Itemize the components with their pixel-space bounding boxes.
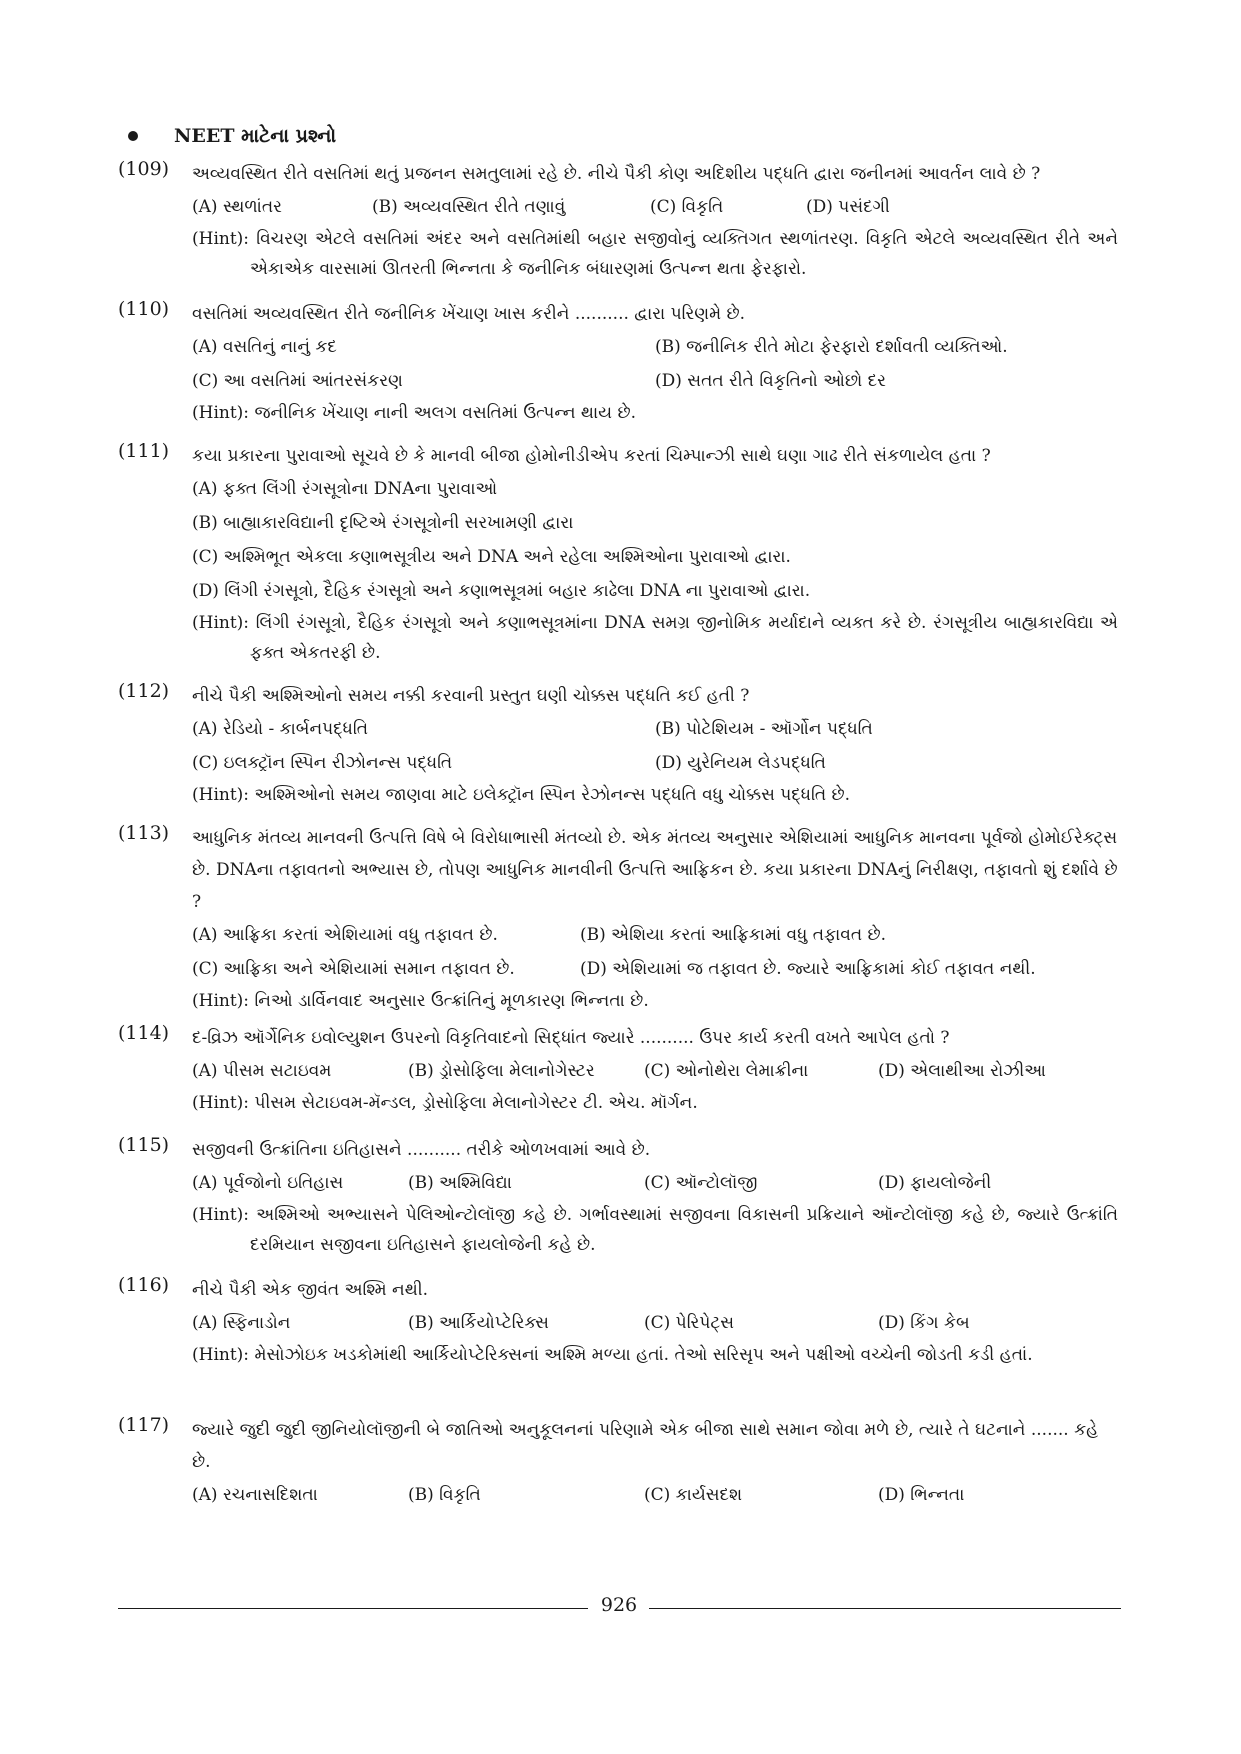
question-text: નીચે પૈકી અશ્મિઓનો સમય નક્કી કરવાની પ્રસ્તુત ઘણી ચોક્કસ પદ્ધતિ કઈ હતી ? [192,686,750,706]
option-d: (D) લિંગી રંગસૂત્રો, દૈહિક રંગસૂત્રો અને કણાભસૂત્રમાં બહાર કાઢેલા DNA ના પુરાવાઓ દ્વારા. [192,581,811,601]
option-c: (C) વિકૃતિ [650,197,724,217]
question-116 [118,1274,1118,1414]
question-number: (117) [118,1414,170,1436]
option-c: (C) આફ્રિકા અને એશિયામાં સમાન તફાવત છે. [192,959,515,979]
hint-text: (Hint): જનીનિક ખેંચાણ નાની અલગ વસતિમાં ઉત્પન્ન થાય છે. [192,403,636,423]
question-112 [118,680,1118,822]
options-row [192,1306,1118,1340]
options-row [192,1166,1118,1200]
page-content [118,118,1118,1618]
options-row [192,1054,1118,1088]
option-c: (C) ઇલક્ટ્રૉન સ્પિન રીઝોનન્સ પદ્ધતિ [192,753,453,773]
question-117 [118,1414,1118,1514]
page-number: 926 [600,1594,638,1616]
option-a: (A) રેડિયો - કાર્બનપદ્ધતિ [192,719,368,739]
option-b: (B) જનીનિક રીતે મોટા ફેરફારો દર્શાવતી વ્યક્તિઓ. [655,337,1008,357]
question-111 [118,440,1118,680]
option-d: (D) એલાથીઆ રોઝીઆ [878,1061,1046,1081]
option-a: (A) આફ્રિકા કરતાં એશિયામાં વધુ તફાવત છે. [192,925,498,945]
option-c: (C) આ વસતિમાં આંતરસંકરણ [192,371,403,391]
question-text: આધુનિક મંતવ્ય માનવની ઉત્પત્તિ વિષે બે વિરોધાભાસી મંતવ્યો છે. એક મંતવ્ય અનુસાર એશિયામાં આધુનિક માનવના પૂર્વજો હોમોઈરેક્ટ્સ છે. DNAના તફાવતનો અભ્યાસ છે, તોપણ આધુનિક માનવીની ઉત્પત્તિ આફ્રિકન છે. કયા પ્રકારના DNAનું નિરીક્ષણ, તફાવતો શું દર્શાવે છે ? [192,828,1118,912]
question-number: (116) [118,1274,170,1296]
option-b: (B) વિકૃતિ [408,1485,481,1505]
options-row [192,746,1118,780]
question-number: (115) [118,1134,170,1156]
option-c: (C) પેરિપેટ્સ [644,1313,735,1333]
section-title: NEET માટેના પ્રશ્નો [174,125,337,147]
question-number: (114) [118,1022,170,1044]
options-row [192,364,1118,398]
footer-rule-right [649,1608,1121,1609]
question-114 [118,1022,1118,1134]
option-d: (D) એશિયામાં જ તફાવત છે. જ્યારે આફ્રિકામાં કોઈ તફાવત નથી. [580,959,1036,979]
option-a: (A) પૂર્વજોનો ઇતિહાસ [192,1173,344,1193]
option-b: (B) અવ્યવસ્થિત રીતે તણાવું [372,197,566,217]
section-header [118,118,1118,154]
option-b: (B) પોટેશિયમ - ઑર્ગોન પદ્ધતિ [655,719,873,739]
option-a: (A) વસતિનું નાનું કદ [192,337,337,357]
question-text: જ્યારે જુદી જુદી જીનિયોલૉજીની બે જાતિઓ અનુકૂલનનાં પરિણામે એક બીજા સાથે સમાન જોવા મળે છે, ત્યારે તે ઘટનાને ....... કહે છે. [192,1420,1099,1472]
option-c: (C) ઑન્ટોલૉજી [644,1173,758,1193]
question-number: (113) [118,822,170,844]
bullet-icon [128,131,138,141]
question-text: અવ્યવસ્થિત રીતે વસતિમાં થતું પ્રજનન સમતુલામાં રહે છે. નીચે પૈકી કોણ અદિશીય પદ્ધતિ દ્વારા જનીનમાં આવર્તન લાવે છે ? [192,164,1041,184]
hint-text: (Hint): લિંગી રંગસૂત્રો, દૈહિક રંગસૂત્રો અને કણાભસૂત્રમાંના DNA સમગ્ર જીનોમિક મર્યાદાને વ્યક્ત કરે છે. રંગસૂત્રીય બાહ્યકારવિદ્યા એ ફક્ત એકતરફી છે. [192,613,1118,663]
option-c: (C) કાર્યસદશ [644,1485,743,1505]
question-110 [118,298,1118,440]
question-number: (112) [118,680,170,702]
question-113 [118,822,1118,1022]
option-b: (B) એશિયા કરતાં આફ્રિકામાં વધુ તફાવત છે. [580,925,887,945]
options-row [192,918,1118,952]
option-b: (B) અશ્મિવિદ્યા [408,1173,512,1193]
question-115 [118,1134,1118,1274]
page-footer [118,1594,1121,1624]
footer-rule-left [118,1608,588,1609]
question-text: કયા પ્રકારના પુરાવાઓ સૂચવે છે કે માનવી બીજા હોમોનીડીએપ કરતાં ચિમ્પાન્ઝી સાથે ઘણા ગાઢ રીતે સંકળાયેલ હતા ? [192,446,991,466]
hint-text: (Hint): નિઓ ડાર્વિનવાદ અનુસાર ઉત્ક્રાંતિનું મૂળકારણ ભિન્નતા છે. [192,991,649,1011]
option-a: (A) સ્ફિનાડોન [192,1313,291,1333]
option-c: (C) અશ્મિભૂત એકલા કણાભસૂત્રીય અને DNA અને રહેલા અશ્મિઓના પુરાવાઓ દ્વારા. [192,547,791,567]
option-a: (A) રચનાસદિશતા [192,1485,318,1505]
options-row [192,1478,1118,1512]
question-number: (109) [118,158,170,180]
option-b: (B) ડ્રોસોફિલા મેલાનોગેસ્ટર [408,1061,595,1081]
hint-text: (Hint): અશ્મિઓનો સમય જાણવા માટે ઇલેક્ટ્રૉન સ્પિન રેઝોનન્સ પદ્ધતિ વધુ ચોક્કસ પદ્ધતિ છે. [192,785,851,805]
option-a: (A) ફક્ત લિંગી રંગસૂત્રોના DNAના પુરાવાઓ [192,479,498,499]
option-b: (B) બાહ્યાકારવિદ્યાની દૃષ્ટિએ રંગસૂત્રોની સરખામણી દ્વારા [192,513,574,533]
option-d: (D) યુરેનિયમ લેડપદ્ધતિ [655,753,826,773]
option-b: (B) આર્કિયોપ્ટેરિક્સ [408,1313,549,1333]
option-d: (D) ફાયલોજેની [878,1173,992,1193]
question-text: દ-વ્રિઝ ઑર્ગેનિક ઇવોલ્યુશન ઉપરનો વિકૃતિવાદનો સિદ્ધાંત જ્યારે .......... ઉપર કાર્ય કરતી વખતે આપેલ હતો ? [192,1028,950,1048]
hint-text: (Hint): અશ્મિઓ અભ્યાસને પેલિઓન્ટોલૉજી કહે છે. ગર્ભાવસ્થામાં સજીવના વિકાસની પ્રક્રિયાને ઑન્ટોલૉજી કહે છે, જ્યારે ઉત્ક્રાંતિ દરમિયાન સજીવના ઇતિહાસને ફાયલોજેની કહે છે. [192,1205,1118,1255]
options-row [192,952,1118,986]
question-text: નીચે પૈકી એક જીવંત અશ્મિ નથી. [192,1280,429,1300]
question-text: સજીવની ઉત્ક્રાંતિના ઇતિહાસને .......... તરીકે ઓળખવામાં આવે છે. [192,1140,651,1160]
options-list [192,472,1118,608]
option-d: (D) કિંગ કેબ [878,1313,970,1333]
hint-text: (Hint): મેસોઝોઇક ખડકોમાંથી આર્કિયોપ્ટેરિક્સનાં અશ્મિ મળ્યા હતાં. તેઓ સરિસૃપ અને પક્ષીઓ વચ્ચેની જોડતી કડી હતાં. [192,1345,1033,1365]
hint-text: (Hint): પીસમ સેટાઇવમ-મૅન્ડલ, ડ્રોસોફિલા મેલાનોગેસ્ટર ટી. એચ. મૉર્ગન. [192,1093,698,1113]
option-c: (C) ઓનોથેરા લેમાક્રીના [644,1061,809,1081]
option-d: (D) પસંદગી [806,197,890,217]
question-text: વસતિમાં અવ્યવસ્થિત રીતે જનીનિક ખેંચાણ ખાસ કરીને .......... દ્વારા પરિણમે છે. [192,304,746,324]
options-row [192,330,1118,364]
option-a: (A) સ્થળાંતર [192,197,282,217]
question-number: (110) [118,298,170,320]
question-109 [118,158,1118,298]
options-row [192,190,1118,224]
option-a: (A) પીસમ સટાઇવમ [192,1061,332,1081]
question-number: (111) [118,440,170,462]
option-d: (D) ભિન્નતા [878,1485,965,1505]
hint-text: (Hint): વિચરણ એટલે વસતિમાં અંદર અને વસતિમાંથી બહાર સજીવોનું વ્યક્તિગત સ્થળાંતરણ. વિકૃતિ એટલે અવ્યવસ્થિત રીતે અને એકાએક વારસામાં ઊતરતી ભિન્નતા કે જનીનિક બંધારણમાં ઉત્પન્ન થતા ફેરફારો. [192,229,1118,279]
options-row [192,712,1118,746]
option-d: (D) સતત રીતે વિકૃતિનો ઓછો દર [655,371,886,391]
